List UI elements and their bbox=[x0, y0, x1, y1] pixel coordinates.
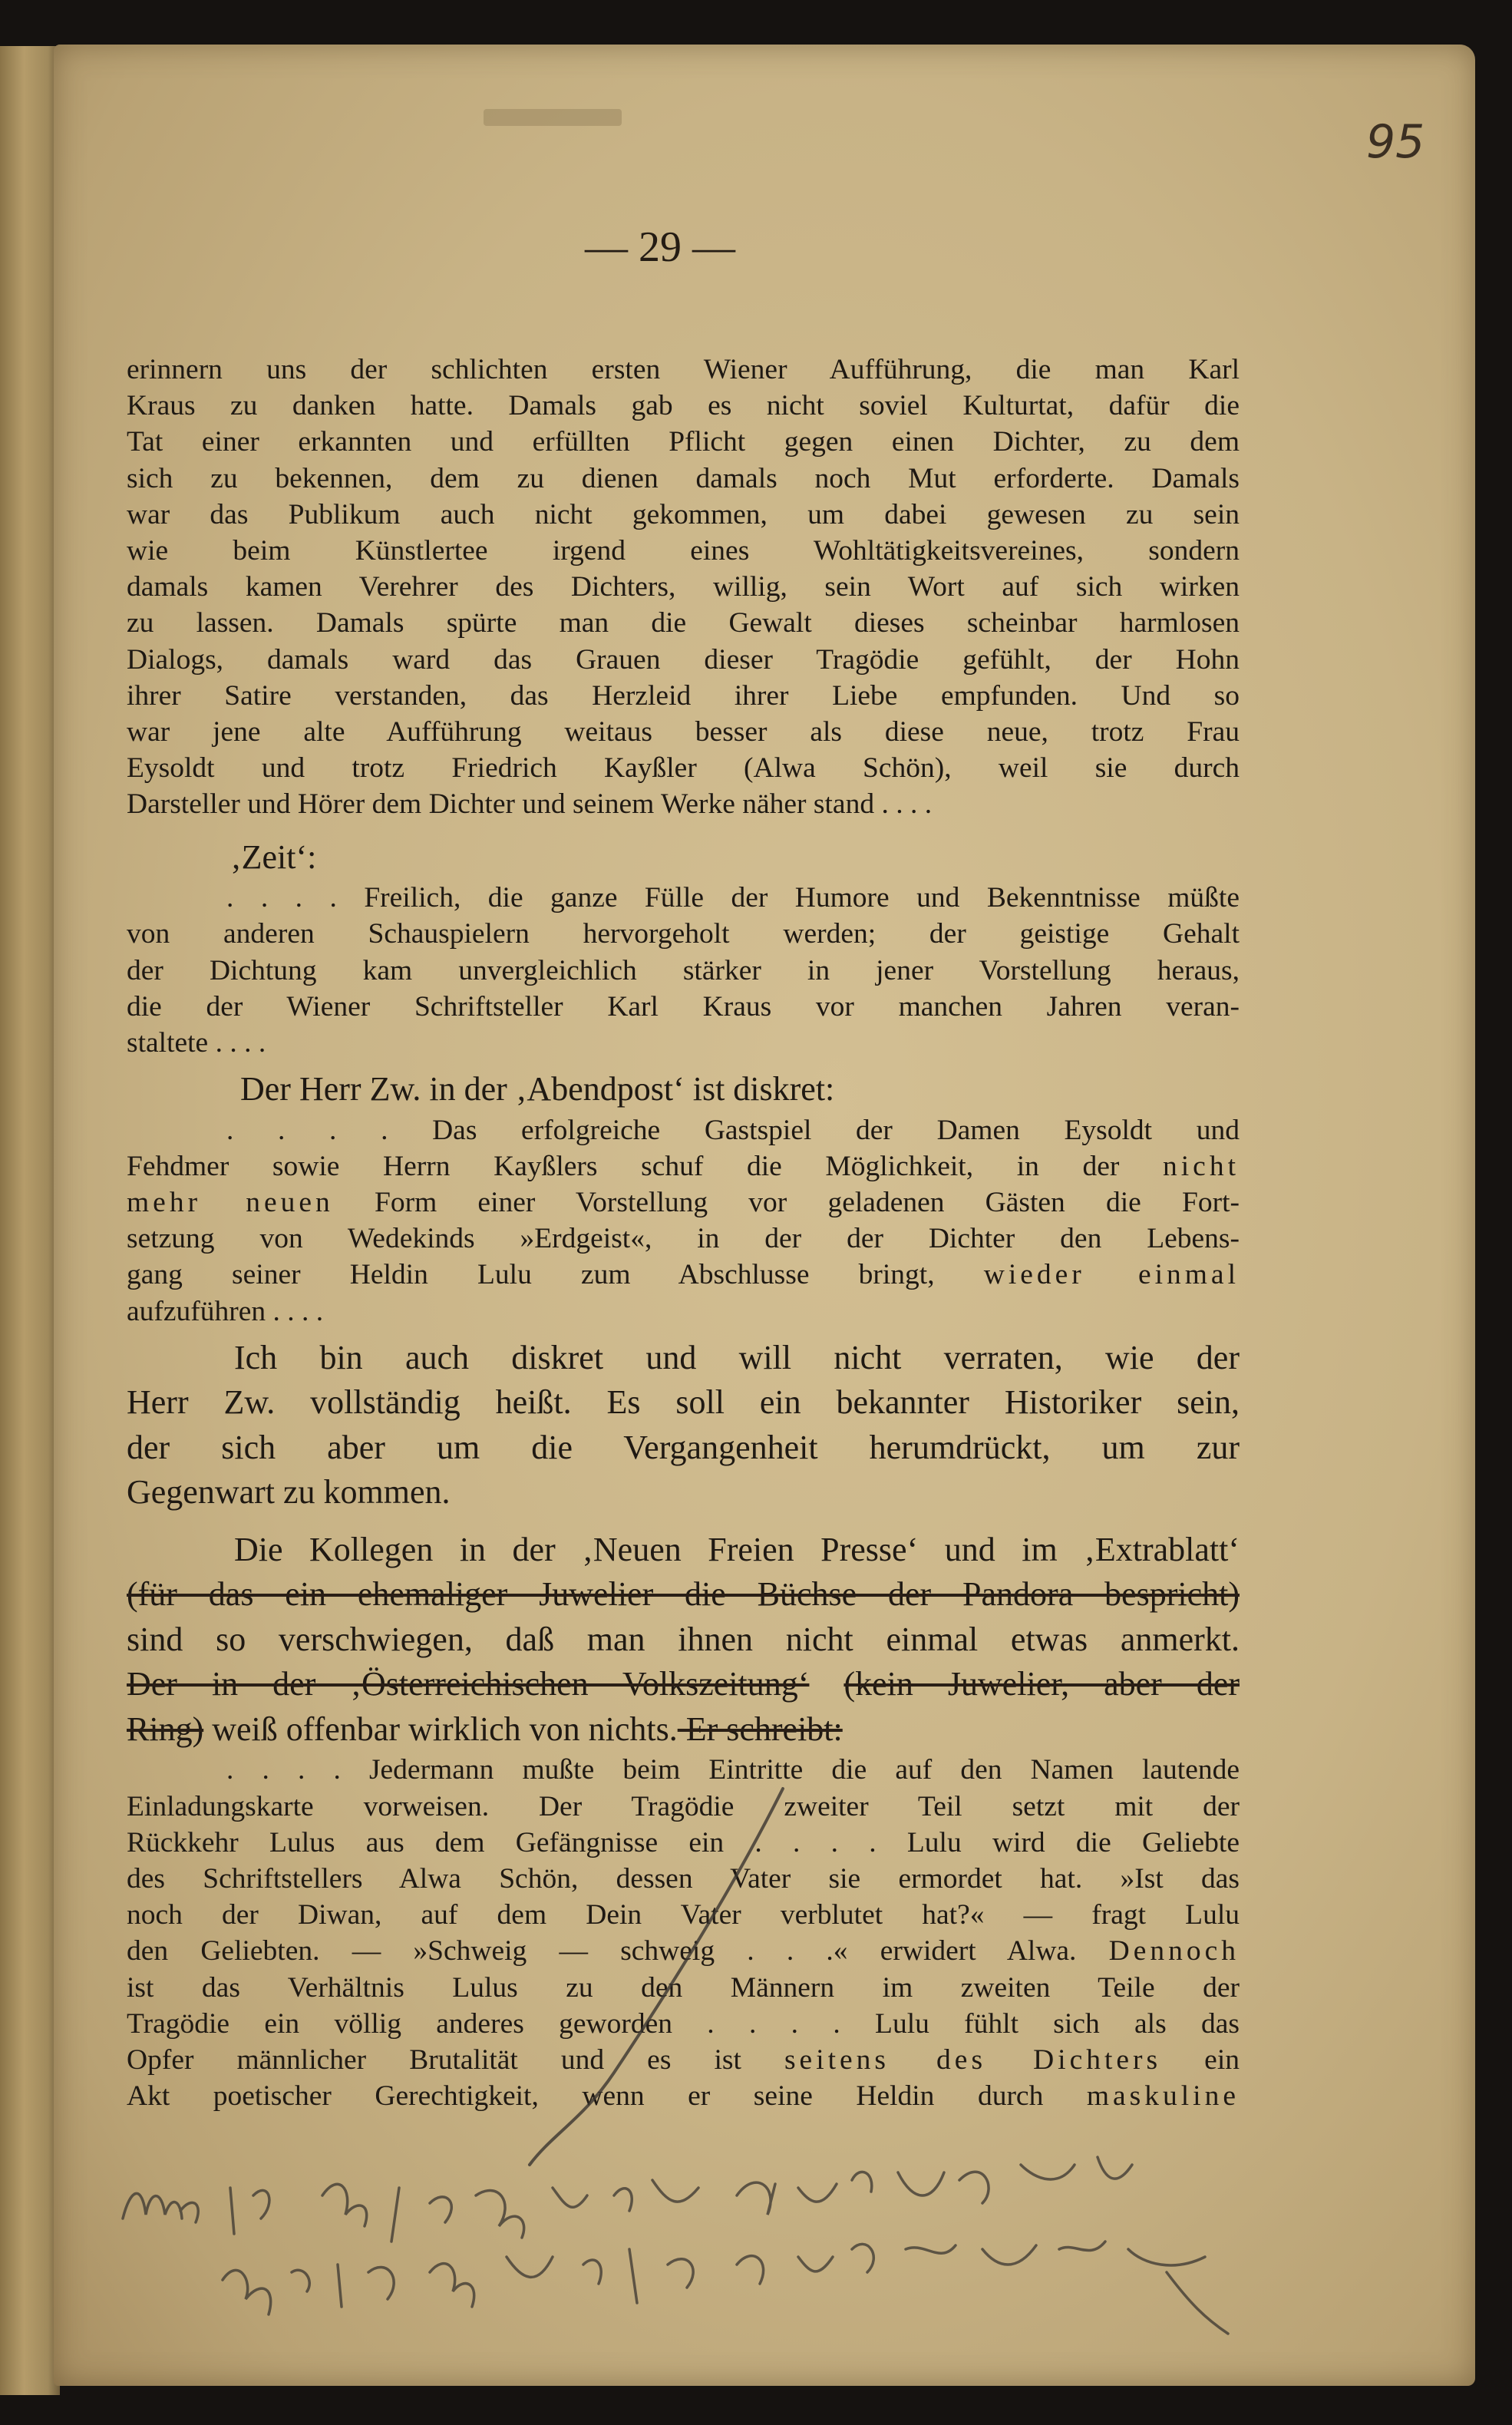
quote-abendpost bbox=[127, 1112, 1240, 1330]
text-run: Form einer Vorstellung vor geladenen Gästen die Fort- bbox=[333, 1187, 1240, 1219]
text-line bbox=[127, 1148, 1240, 1184]
text-line: die der Wiener Schriftsteller Karl Kraus vor manchen Jahren veran- bbox=[127, 990, 1240, 1023]
text-line bbox=[127, 2078, 1240, 2114]
text-line: sich zu bekennen, dem zu dienen damals noch Mut erforderte. Damals bbox=[127, 462, 1240, 494]
spaced-emphasis: Dennoch bbox=[1108, 1935, 1240, 1967]
text-line bbox=[127, 1707, 1240, 1753]
handwritten-folio-number: 95 bbox=[1366, 115, 1425, 169]
text-line: Einladungskarte vorweisen. Der Tragödie zweiter Teil setzt mit der bbox=[127, 1790, 1240, 1822]
text-line: Kraus zu danken hatte. Damals gab es nicht soviel Kulturtat, dafür die bbox=[127, 390, 1240, 422]
paragraph-kollegen bbox=[127, 1528, 1240, 1753]
text-line: von anderen Schauspielern hervorgeholt werden; der geistige Gehalt bbox=[127, 918, 1240, 950]
text-run: Fehdmer sowie Herrn Kayßlers schuf die Möglichkeit, in der bbox=[127, 1150, 1164, 1182]
text-run: den Geliebten. — »Schweig — schweig . . .« erwidert Alwa. bbox=[127, 1935, 1109, 1967]
text-line: Herr Zw. vollständig heißt. Es soll ein bekannter Historiker sein, bbox=[127, 1383, 1240, 1422]
page-edge-mark bbox=[484, 109, 622, 126]
struck-text: (kein Juwelier, aber der bbox=[843, 1665, 1240, 1703]
text-line bbox=[127, 1184, 1240, 1221]
text-line: war das Publikum auch nicht gekommen, um dabei gewesen zu sein bbox=[127, 498, 1240, 530]
text-line: erinnern uns der schlichten ersten Wiener Aufführung, die man Karl bbox=[127, 354, 1240, 385]
text-line: war jene alte Aufführung weitaus besser als diese neue, trotz Frau bbox=[127, 716, 1240, 748]
book-spine-edge bbox=[0, 46, 60, 2395]
quote-zeit bbox=[127, 880, 1240, 1061]
text-line: des Schriftstellers Alwa Schön, dessen Vater sie ermordet hat. »Ist das bbox=[127, 1862, 1240, 1895]
paragraph-diskret bbox=[127, 1336, 1240, 1515]
text-column bbox=[127, 352, 1240, 2114]
text-line bbox=[127, 1662, 1240, 1707]
struck-line: (für das ein ehemaliger Juwelier die Büchse der Pandora bespricht) bbox=[127, 1575, 1240, 1614]
quote-volkszeitung bbox=[127, 1752, 1240, 2114]
text-line bbox=[127, 1257, 1240, 1293]
text-line: ist das Verhältnis Lulus zu den Männern im zweiten Teile der bbox=[127, 1971, 1240, 2004]
text-line: staltete . . . . bbox=[127, 1026, 266, 1059]
text-line: . . . . Jedermann mußte beim Eintritte die auf den Namen lautende bbox=[226, 1754, 1240, 1786]
text-line: Gegenwart zu kommen. bbox=[127, 1473, 451, 1511]
struck-text: Er schreibt: bbox=[677, 1710, 843, 1748]
text-line: der sich aber um die Vergangenheit herumdrückt, um zur bbox=[127, 1428, 1240, 1466]
text-line: wie beim Künstlertee irgend eines Wohltätigkeitsvereines, sondern bbox=[127, 535, 1240, 567]
text-run: ein bbox=[1161, 2044, 1240, 2076]
spaced-emphasis: wieder einmal bbox=[983, 1259, 1240, 1291]
text-line: Dialogs, damals ward das Grauen dieser Tragödie gefühlt, der Hohn bbox=[127, 643, 1240, 676]
spaced-emphasis: seitens des Dichters bbox=[784, 2044, 1162, 2076]
text-line: der Dichtung kam unvergleichlich stärker in jener Vorstellung heraus, bbox=[127, 954, 1240, 986]
text-line: noch der Diwan, auf dem Dein Vater verblutet hat?« — fragt Lulu bbox=[127, 1899, 1240, 1931]
text-line: sind so verschwiegen, daß man ihnen nicht einmal etwas anmerkt. bbox=[127, 1620, 1240, 1658]
text-run: Akt poetischer Gerechtigkeit, wenn er seine Heldin durch bbox=[127, 2080, 1087, 2113]
text-run: gang seiner Heldin Lulu zum Abschlusse bringt, bbox=[127, 1259, 984, 1291]
text-line bbox=[127, 1933, 1240, 1969]
paragraph-first-performance bbox=[127, 352, 1240, 823]
text-line: . . . . Das erfolgreiche Gastspiel der Damen Eysoldt und bbox=[226, 1114, 1240, 1146]
heading-abendpost: Der Herr Zw. in der ‚Abendpost‘ ist diskret: bbox=[240, 1070, 835, 1108]
text-line: Die Kollegen in der ‚Neuen Freien Presse‘ und im ‚Extrablatt‘ bbox=[234, 1530, 1240, 1568]
text-run: Opfer männlicher Brutalität und es ist bbox=[127, 2044, 784, 2076]
text-line: zu lassen. Damals spürte man die Gewalt dieses scheinbar harmlosen bbox=[127, 607, 1240, 639]
text-run: weiß offenbar wirklich von nichts. bbox=[203, 1710, 678, 1748]
text-line: Darsteller und Hörer dem Dichter und seinem Werke näher stand . . . . bbox=[127, 788, 933, 821]
page-number: — 29 — bbox=[585, 223, 735, 271]
struck-text: Ring) bbox=[127, 1710, 204, 1748]
spaced-emphasis: nicht bbox=[1163, 1150, 1240, 1182]
text-line: aufzuführen . . . . bbox=[127, 1295, 324, 1327]
text-line: Eysoldt und trotz Friedrich Kayßler (Alwa Schön), weil sie durch bbox=[127, 752, 1240, 785]
text-line bbox=[127, 2042, 1240, 2078]
spaced-emphasis: maskuline bbox=[1086, 2080, 1240, 2113]
text-line: ihrer Satire verstanden, das Herzleid ihrer Liebe empfunden. Und so bbox=[127, 679, 1240, 712]
spaced-emphasis: mehr neuen bbox=[127, 1187, 334, 1219]
text-line: . . . . Freilich, die ganze Fülle der Humore und Bekenntnisse müßte bbox=[226, 882, 1240, 914]
text-line: damals kamen Verehrer des Dichters, willig, sein Wort auf sich wirken bbox=[127, 571, 1240, 603]
text-line: Tat einer erkannten und erfüllten Pflicht gegen einen Dichter, zu dem bbox=[127, 426, 1240, 458]
text-line: Rückkehr Lulus aus dem Gefängnisse ein . . . . Lulu wird die Geliebte bbox=[127, 1826, 1240, 1858]
struck-text: Der in der ‚Österreichischen Volkszeitung‘ bbox=[127, 1665, 810, 1703]
text-line: Ich bin auch diskret und will nicht verraten, wie der bbox=[234, 1338, 1240, 1376]
heading-zeit: ‚Zeit‘: bbox=[230, 838, 317, 876]
text-line: Tragödie ein völlig anderes geworden . . . . Lulu fühlt sich als das bbox=[127, 2007, 1240, 2040]
text-line: setzung von Wedekinds »Erdgeist«, in der der Dichter den Lebens- bbox=[127, 1223, 1240, 1255]
